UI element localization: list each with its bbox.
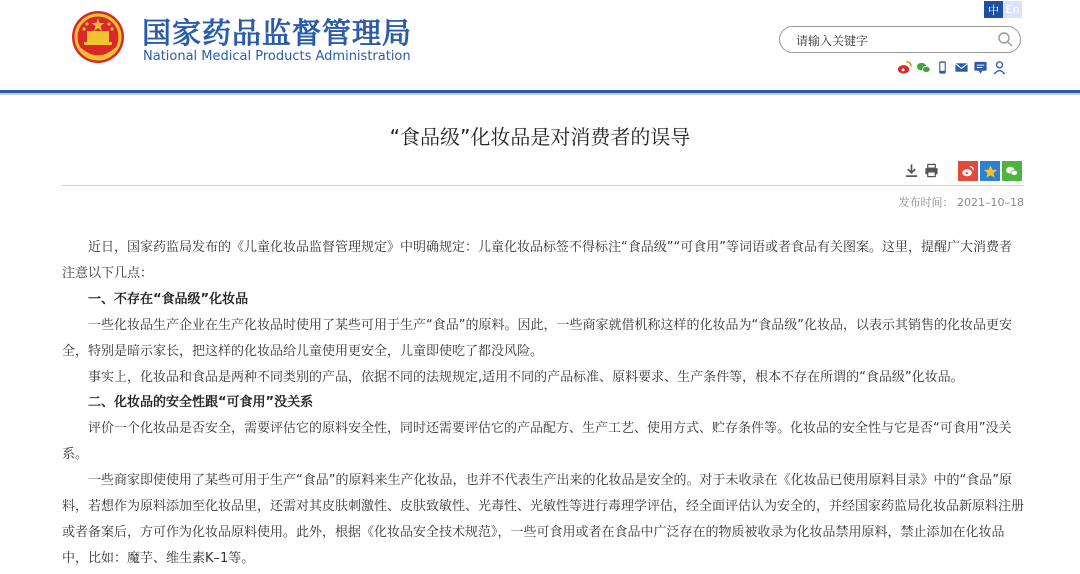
header-shadow bbox=[0, 93, 1080, 95]
site-header bbox=[0, 0, 1080, 90]
national-emblem-icon[interactable] bbox=[70, 9, 126, 65]
section-heading: 二、化妆品的安全性跟“可食用”没关系 bbox=[88, 395, 314, 411]
paragraph: 评价一个化妆品是否安全，需要评估它的原料安全性，同时还需要评估它的产品配方、生产工艺、使用方式、贮存条件等。化妆品的安全性与它是否“可食用”没关系。 bbox=[62, 421, 1012, 463]
article-tools bbox=[903, 162, 939, 178]
weibo-icon[interactable] bbox=[896, 59, 912, 75]
title-divider bbox=[62, 185, 1024, 186]
mail-icon[interactable] bbox=[953, 59, 969, 75]
paragraph: 一些商家即使使用了某些可用于生产“食品”的原料来生产化妆品，也并不代表生产出来的化妆品是安全的。对于未收录在《化妆品已使用原料目录》中的“食品”原料，若想作为原料添加至化妆品里，还需对其皮肤刺激性、皮肤致敏性、光毒性、光敏性等进行毒理学评估，经全面评估认为安全的，并经国家药监局化妆品新原料注册或者备案后，方可作为化妆品原料使用。此外，根据《化妆品安全技术规范》，一些可食用或者在食品中广泛存在的物质被收录为化妆品禁用原料，禁止添加在化妆品中，比如：魔芋、维生素K–1等。 bbox=[62, 473, 1025, 566]
wechat-icon[interactable] bbox=[915, 59, 931, 75]
share-weibo-icon[interactable] bbox=[958, 161, 978, 181]
language-switch bbox=[984, 1, 1022, 18]
user-icon[interactable] bbox=[991, 59, 1007, 75]
search-input[interactable] bbox=[794, 31, 988, 50]
paragraph: 事实上，化妆品和食品是两种不同类别的产品，依据不同的法规规定,适用不同的产品标准、原料要求、生产条件等，根本不存在所谓的“食品级”化妆品。 bbox=[88, 369, 964, 385]
article-body bbox=[62, 235, 1024, 572]
publish-date: 发布时间： 2021–10–18 bbox=[898, 196, 1024, 209]
search-icon[interactable] bbox=[997, 31, 1014, 48]
lang-english[interactable]: En bbox=[1003, 1, 1022, 18]
message-icon[interactable] bbox=[972, 59, 988, 75]
social-links bbox=[896, 59, 1007, 75]
share-qzone-icon[interactable] bbox=[980, 161, 1000, 181]
download-icon[interactable] bbox=[903, 162, 919, 178]
paragraph: 一些化妆品生产企业在生产化妆品时使用了某些可用于生产“食品”的原料。因此，一些商家就借机称这样的化妆品为“食品级”化妆品，以表示其销售的化妆品更安全，特别是暗示家长，把这样的化妆品给儿童使用更安全，儿童即使吃了都没风险。 bbox=[62, 317, 1012, 359]
org-name-cn[interactable]: 国家药品监督管理局 bbox=[142, 16, 413, 50]
section-heading: 一、不存在“食品级”化妆品 bbox=[88, 291, 249, 307]
lang-chinese[interactable]: 中 bbox=[984, 1, 1003, 18]
print-icon[interactable] bbox=[923, 162, 939, 178]
article-title: “食品级”化妆品是对消费者的误导 bbox=[389, 125, 691, 149]
share-buttons bbox=[958, 161, 1022, 181]
org-name-en[interactable]: National Medical Products Administration bbox=[143, 49, 411, 64]
share-wechat-icon[interactable] bbox=[1002, 161, 1022, 181]
search-box bbox=[779, 26, 1021, 53]
paragraph: 近日，国家药监局发布的《儿童化妆品监督管理规定》中明确规定：儿童化妆品标签不得标注“食品级”“可食用”等词语或者食品有关图案。这里，提醒广大消费者注意以下几点： bbox=[62, 240, 1012, 281]
mobile-icon[interactable] bbox=[934, 59, 950, 75]
